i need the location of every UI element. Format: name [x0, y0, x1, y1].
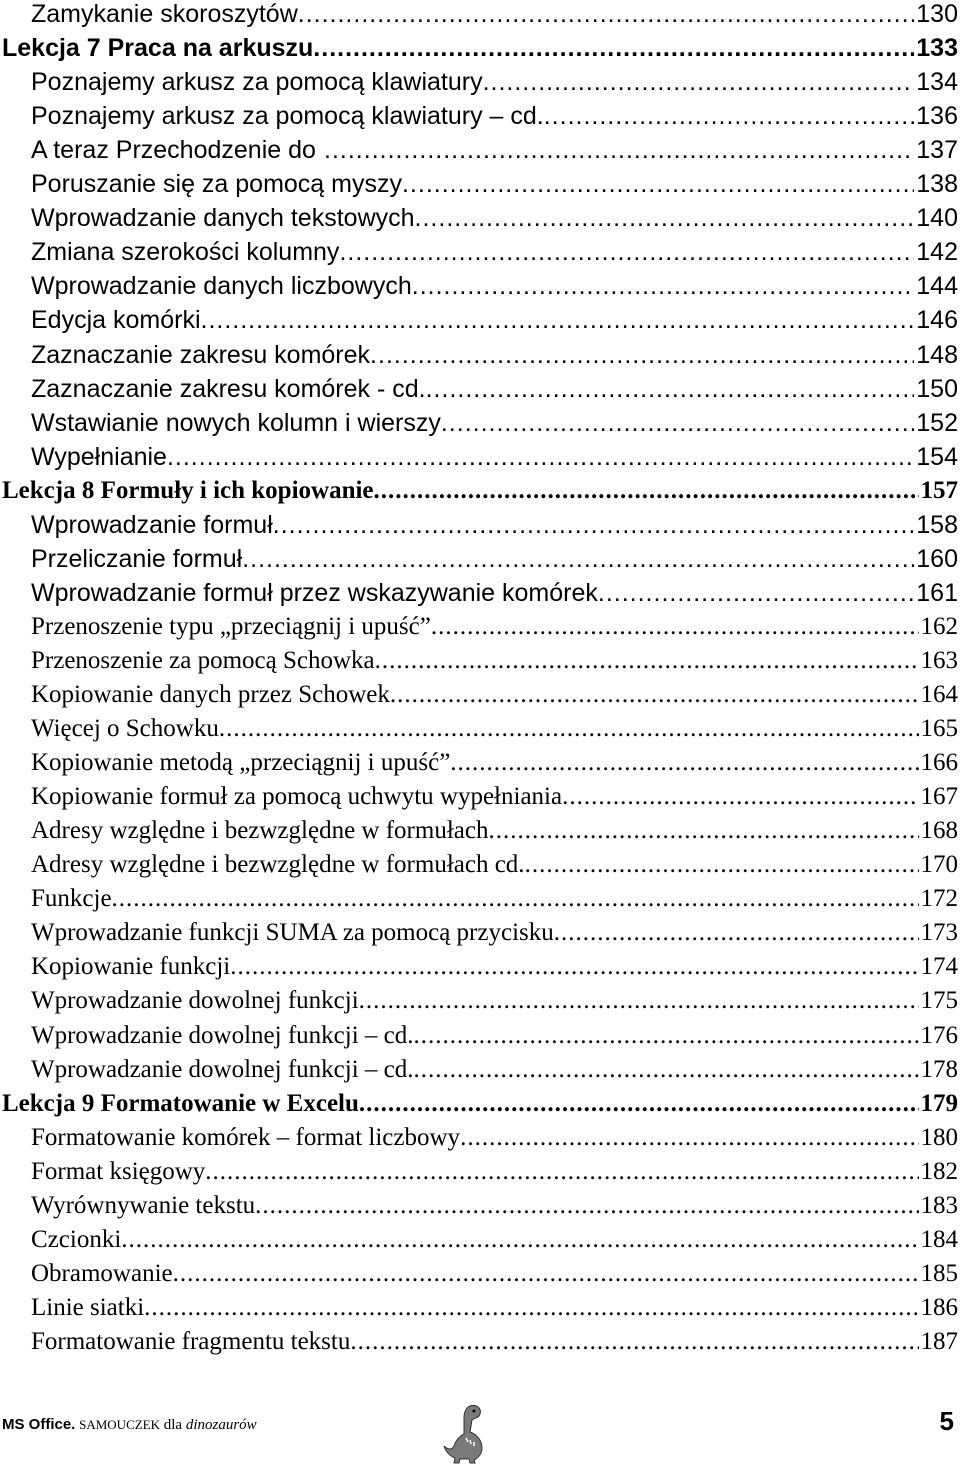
toc-entry-page: 182 — [920, 1157, 958, 1185]
dot-leader — [359, 984, 919, 1018]
toc-entry-page: 183 — [920, 1191, 958, 1219]
toc-entry — [0, 406, 958, 440]
toc-entry-title: Adresy względne i bezwzględne w formułach cd. — [31, 851, 525, 879]
toc-entry-page: 166 — [920, 749, 958, 777]
dot-leader — [298, 0, 915, 31]
dot-leader — [562, 780, 918, 814]
toc-entry-title: Wyrównywanie tekstu — [31, 1191, 256, 1219]
toc-entry-page: 152 — [916, 408, 958, 437]
dot-leader — [205, 1155, 918, 1189]
toc-entry — [0, 167, 958, 201]
toc-entry — [0, 746, 958, 780]
dot-leader — [450, 746, 918, 780]
toc-entry-title: Wprowadzanie funkcji SUMA za pomocą przycisku — [31, 919, 554, 947]
toc-entry-title: Przenoszenie za pomocą Schowka — [31, 646, 375, 674]
footer-brand: MS Office. — [2, 1416, 76, 1433]
toc-entry — [0, 508, 958, 542]
toc-entry — [0, 1019, 958, 1053]
toc-entry — [0, 1257, 958, 1291]
toc-entry-page: 133 — [916, 34, 958, 63]
toc-entry-title: Wprowadzanie formuł — [31, 510, 273, 539]
dot-leader — [460, 1121, 918, 1155]
toc-entry — [0, 269, 958, 303]
toc-entry-page: 168 — [920, 817, 958, 845]
toc-entry — [0, 133, 958, 167]
toc-entry-page: 178 — [920, 1055, 958, 1083]
toc-lesson-heading — [0, 31, 958, 65]
dot-leader — [339, 235, 914, 269]
toc-entry — [0, 303, 958, 337]
dot-leader — [313, 31, 914, 65]
toc-entry-title: Lekcja 7 Praca na arkuszu — [2, 34, 314, 63]
dot-leader — [348, 133, 914, 167]
toc-entry-page: 172 — [920, 885, 958, 913]
toc-entry-page: 179 — [920, 1089, 958, 1117]
toc-entry-page: 158 — [916, 510, 958, 539]
toc-entry — [0, 644, 958, 678]
dot-leader — [273, 508, 915, 542]
toc-entry-page: 157 — [920, 476, 958, 504]
toc-entry-page: 164 — [920, 681, 958, 708]
dot-leader — [412, 269, 915, 303]
toc-entry-title: Poznajemy arkusz za pomocą klawiatury — [31, 68, 483, 97]
dot-leader — [255, 1189, 918, 1223]
dot-leader — [121, 1223, 918, 1257]
toc-entry-page: 170 — [920, 851, 958, 879]
toc-entry-page: 136 — [916, 102, 958, 131]
toc-entry — [0, 1291, 958, 1325]
toc-entry-title: Kopiowanie funkcji — [31, 953, 231, 981]
dot-leader — [201, 303, 915, 337]
toc-entry-page: 163 — [920, 646, 958, 674]
footer-book-title — [2, 1416, 257, 1434]
toc-entry-page: 140 — [916, 204, 958, 233]
toc-entry — [0, 984, 958, 1018]
toc-entry — [0, 99, 958, 133]
toc-entry-title: Formatowanie komórek – format liczbowy — [31, 1123, 461, 1151]
toc-entry-title: Lekcja 9 Formatowanie w Excelu — [2, 1089, 359, 1117]
dot-leader — [415, 201, 915, 235]
toc-entry — [0, 576, 958, 610]
toc-entry — [0, 916, 958, 950]
toc-entry — [0, 1223, 958, 1257]
dot-leader — [375, 644, 919, 678]
toc-entry-title: Wprowadzanie dowolnej funkcji – cd. — [31, 1055, 414, 1083]
toc-entry — [0, 1155, 958, 1189]
toc-entry — [0, 372, 958, 406]
toc-entry-page: 130 — [916, 0, 958, 28]
dinosaur-icon — [440, 1402, 488, 1464]
dot-leader — [219, 712, 919, 746]
toc-entry-title: Przeliczanie formuł — [31, 544, 243, 573]
toc-entry — [0, 1053, 958, 1087]
toc-entry-title: Czcionki — [31, 1225, 122, 1253]
toc-entry — [0, 235, 958, 269]
toc-entry-title: Wprowadzanie danych tekstowych — [31, 204, 415, 233]
toc-entry-title: Zmiana szerokości kolumny — [31, 238, 340, 267]
toc-entry-title: Więcej o Schowku — [31, 715, 219, 743]
toc-entry — [0, 338, 958, 372]
page-number: 5 — [939, 1406, 954, 1436]
dot-leader — [242, 542, 914, 576]
toc-entry-page: 138 — [916, 170, 958, 199]
dot-leader — [431, 610, 919, 644]
toc-entry-page: 186 — [920, 1293, 958, 1321]
toc-entry-page: 150 — [916, 374, 958, 403]
toc-entry-page: 154 — [916, 442, 958, 471]
toc-entry-page: 165 — [920, 715, 958, 743]
toc-entry-title: Kopiowanie metodą „przeciągnij i upuść” — [31, 749, 451, 777]
toc-lesson-heading — [0, 474, 958, 508]
dot-leader — [230, 950, 918, 984]
toc-entry-title: Formatowanie fragmentu tekstu — [31, 1327, 351, 1355]
toc-entry-title: Zaznaczanie zakresu komórek — [31, 340, 371, 369]
toc-entry-page: 184 — [920, 1225, 958, 1253]
dot-leader — [544, 99, 915, 133]
toc-entry-page: 134 — [916, 68, 958, 97]
toc-entry-page: 144 — [916, 272, 958, 301]
toc-entry-title: Kopiowanie danych przez Schowek — [31, 681, 390, 708]
toc-entry — [0, 542, 958, 576]
dot-leader — [390, 678, 919, 712]
toc-entry — [0, 678, 958, 712]
dot-leader — [112, 882, 919, 916]
toc-entry — [0, 1189, 958, 1223]
dot-leader — [414, 1019, 919, 1053]
dot-leader — [554, 916, 919, 950]
toc-entry-title: Wprowadzanie danych liczbowych — [31, 272, 412, 301]
toc-entry — [0, 712, 958, 746]
toc-entry-page: 146 — [916, 306, 958, 335]
toc-entry — [0, 1325, 958, 1359]
toc-lesson-heading — [0, 1087, 958, 1121]
toc-entry-page: 185 — [920, 1259, 958, 1287]
toc-entry-page: 142 — [916, 238, 958, 267]
toc-entry-title: Lekcja 8 Formuły i ich kopiowanie — [2, 476, 374, 504]
toc-entry-page: 137 — [916, 136, 958, 165]
toc-entry — [0, 780, 958, 814]
toc-entry-page: 174 — [920, 953, 958, 981]
dot-leader — [359, 1087, 919, 1121]
dot-leader — [402, 167, 914, 201]
toc-entry-page: 148 — [916, 340, 958, 369]
dot-leader — [525, 848, 919, 882]
toc-entry — [0, 1121, 958, 1155]
toc-entry-title: Funkcje — [31, 885, 112, 913]
dot-leader — [441, 406, 914, 440]
toc-entry-page: 187 — [920, 1327, 958, 1355]
dot-leader — [483, 65, 915, 99]
toc-entry — [0, 0, 958, 31]
toc-entry — [0, 201, 958, 235]
toc-entry-page: 175 — [920, 987, 958, 1015]
toc-entry — [0, 610, 958, 644]
footer-series: SAMOUCZEK — [79, 1417, 161, 1432]
toc-entry — [0, 848, 958, 882]
toc-entry-page: 173 — [920, 919, 958, 947]
dot-leader — [173, 1257, 919, 1291]
toc-entry — [0, 814, 958, 848]
toc-entry-page: 167 — [920, 783, 958, 811]
toc-entry-page: 176 — [920, 1021, 958, 1049]
toc-entry-title: Adresy względne i bezwzględne w formułach — [31, 817, 489, 845]
toc-entry-page: 160 — [916, 544, 958, 573]
dot-leader — [488, 814, 918, 848]
toc-entry-page: 180 — [920, 1123, 958, 1151]
toc-entry-page: 161 — [916, 578, 958, 607]
toc-entry — [0, 882, 958, 916]
toc-entry — [0, 440, 958, 474]
toc-entry-title: Wstawianie nowych kolumn i wierszy — [31, 408, 441, 437]
dot-leader — [414, 1053, 919, 1087]
footer-connector: dla — [163, 1417, 183, 1433]
toc-entry-page: 162 — [920, 612, 958, 640]
dot-leader — [144, 1291, 918, 1325]
dot-leader — [598, 576, 914, 610]
dot-leader — [374, 474, 919, 508]
toc-entry-title: Wprowadzanie dowolnej funkcji — [31, 987, 359, 1015]
dot-leader — [426, 372, 915, 406]
toc-entry-title: Format księgowy — [31, 1157, 206, 1185]
toc-entry-title: A teraz Przechodzenie do … — [31, 136, 348, 165]
toc-entry-title: Zaznaczanie zakresu komórek - cd. — [31, 374, 426, 403]
toc-entry — [0, 65, 958, 99]
toc-entry-title: Poruszanie się za pomocą myszy — [31, 170, 402, 199]
toc-entry-title: Linie siatki — [31, 1293, 145, 1321]
toc-entry-title: Wprowadzanie dowolnej funkcji – cd. — [31, 1021, 414, 1049]
toc-entry-title: Przenoszenie typu „przeciągnij i upuść” — [31, 612, 431, 640]
toc-entry-title: Wypełnianie — [31, 442, 167, 471]
toc-entry-title: Obramowanie — [31, 1259, 173, 1287]
dot-leader — [167, 440, 914, 474]
toc-entry-title: Edycja komórki — [31, 306, 201, 335]
toc-entry — [0, 950, 958, 984]
toc-entry-title: Zamykanie skoroszytów — [31, 0, 298, 28]
toc-entry-title: Poznajemy arkusz za pomocą klawiatury – cd. — [31, 102, 544, 131]
toc-entry-title: Kopiowanie formuł za pomocą uchwytu wypełniania — [31, 783, 563, 811]
dot-leader — [350, 1325, 918, 1359]
page-footer — [0, 1406, 960, 1446]
toc-entry-title: Wprowadzanie formuł przez wskazywanie komórek — [31, 578, 598, 607]
footer-audience: dinozaurów — [185, 1417, 257, 1433]
dot-leader — [370, 338, 914, 372]
